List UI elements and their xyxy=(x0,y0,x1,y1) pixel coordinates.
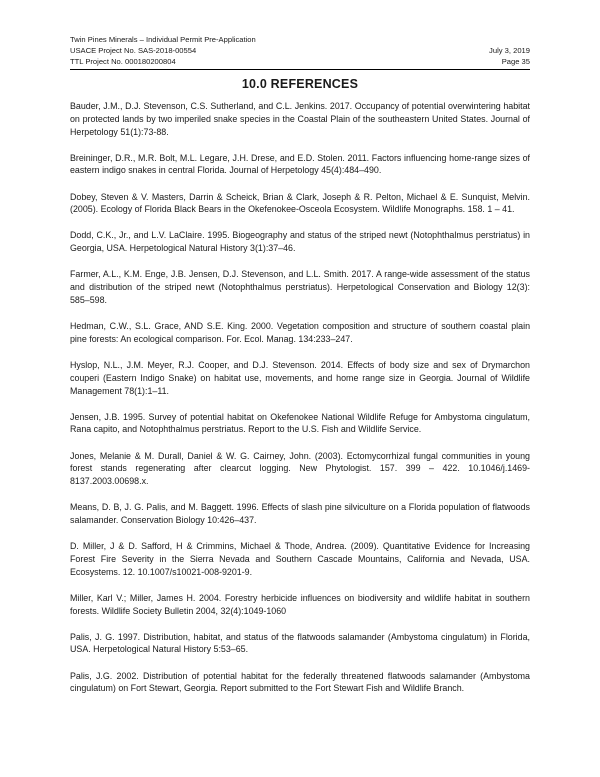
reference-entry: Means, D. B, J. G. Palis, and M. Baggett. 1996. Effects of slash pine silviculture on a Florida population of flatwoods salamander. Conservation Biology 10:426–437. xyxy=(70,502,530,525)
reference-entry: Jones, Melanie & M. Durall, Daniel & W. G. Cairney, John. (2003). Ectomycorrhizal fungal communities in young forest stands regenerating after clearcut logging. New Phytologist. 157. 399 – 422. 10.1046/j.1469-8137.2003.00698.x. xyxy=(70,450,530,487)
reference-entry: Farmer, A.L., K.M. Enge, J.B. Jensen, D.J. Stevenson, and L.L. Smith. 2017. A range-wide assessment of the status and distribution of the striped newt (Notophthalmus perstriatus). Herpetological Conservation and Biology 12(3): 585–598. xyxy=(70,269,530,305)
header-project-title: Twin Pines Minerals – Individual Permit Pre-Application xyxy=(70,35,256,44)
reference-entry: Jensen, J.B. 1995. Survey of potential habitat on Okefenokee National Wildlife Refuge for Ambystoma cingulatum, Rana capito, and Notophthalmus perstriatus. Report to the U.S. Fish and Wildlife Service. xyxy=(70,411,530,435)
header-usace-project: USACE Project No. SAS-2018-00554 xyxy=(70,46,197,56)
reference-entry: Bauder, J.M., D.J. Stevenson, C.S. Sutherland, and C.L. Jenkins. 2017. Occupancy of potential overwintering habitat on protected lands by two imperiled snake species in the Coastal Plain of the southeastern United States. Journal of Herpetology 51(1):73-88. xyxy=(70,101,530,137)
section-title: 10.0 REFERENCES xyxy=(241,77,359,91)
reference-entry: Breininger, D.R., M.R. Bolt, M.L. Legare, J.H. Drese, and E.D. Stolen. 2011. Factors influencing home-range sizes of eastern indigo snakes in central Florida. Journal of Herpetology 45(4):484–490. xyxy=(70,152,530,176)
reference-entry: Palis, J.G. 2002. Distribution of potential habitat for the federally threatened flatwoods salamander (Ambystoma cingulatum) on Fort Stewart, Georgia. Report submitted to the Fort Stewart Fish and Wildlife Branch. xyxy=(70,670,530,694)
reference-entry: Dobey, Steven & V. Masters, Darrin & Scheick, Brian & Clark, Joseph & R. Pelton, Michael & E. Sunquist, Melvin. (2005). Ecology of Florida Black Bears in the Okefenokee-Osceola Ecosystem. Wildlife Monographs. 158. 1 – 41. xyxy=(70,191,530,215)
reference-entry: D. Miller, J & D. Safford, H & Crimmins, Michael & Thode, Andrea. (2009). Quantitative Evidence for Increasing Forest Fire Severity in the Sierra Nevada and Southern Cascade Mountains, California and Nevada, USA. Ecosystems. 12. 10.1007/s10021-008-9201-9. xyxy=(70,541,530,577)
header-date: July 3, 2019 xyxy=(489,46,530,56)
reference-entry: Miller, Karl V.; Miller, James H. 2004. Forestry herbicide influences on biodiversity and wildlife habitat in southern forests. Wildlife Society Bulletin 2004, 32(4):1049-1060 xyxy=(70,592,530,616)
header-ttl-project: TTL Project No. 000180200804 xyxy=(70,57,176,67)
reference-list xyxy=(70,100,530,708)
reference-entry: Palis, J. G. 1997. Distribution, habitat, and status of the flatwoods salamander (Ambystoma cingulatum) in Florida, USA. Herpetological Natural History 5:53–65. xyxy=(70,631,530,655)
header-divider xyxy=(70,69,530,70)
reference-entry: Hedman, C.W., S.L. Grace, AND S.E. King. 2000. Vegetation composition and structure of southern coastal plain pine forests: An ecological comparison. For. Ecol. Manag. 134:233–247. xyxy=(70,321,530,344)
reference-entry: Dodd, C.K., Jr., and L.V. LaClaire. 1995. Biogeography and status of the striped newt (Notophthalmus perstriatus) in Georgia, USA. Herpetological Natural History 3(1):37–46. xyxy=(70,230,530,254)
page-header xyxy=(70,34,530,68)
reference-entry: Hyslop, N.L., J.M. Meyer, R.J. Cooper, and D.J. Stevenson. 2014. Effects of body size and sex of Drymarchon couperi (Eastern Indigo Snake) on habitat use, movements, and home range size in Georgia. Journal of Wildlife Management 78(1):1–11. xyxy=(70,359,530,396)
header-page-number: Page 35 xyxy=(501,57,530,67)
